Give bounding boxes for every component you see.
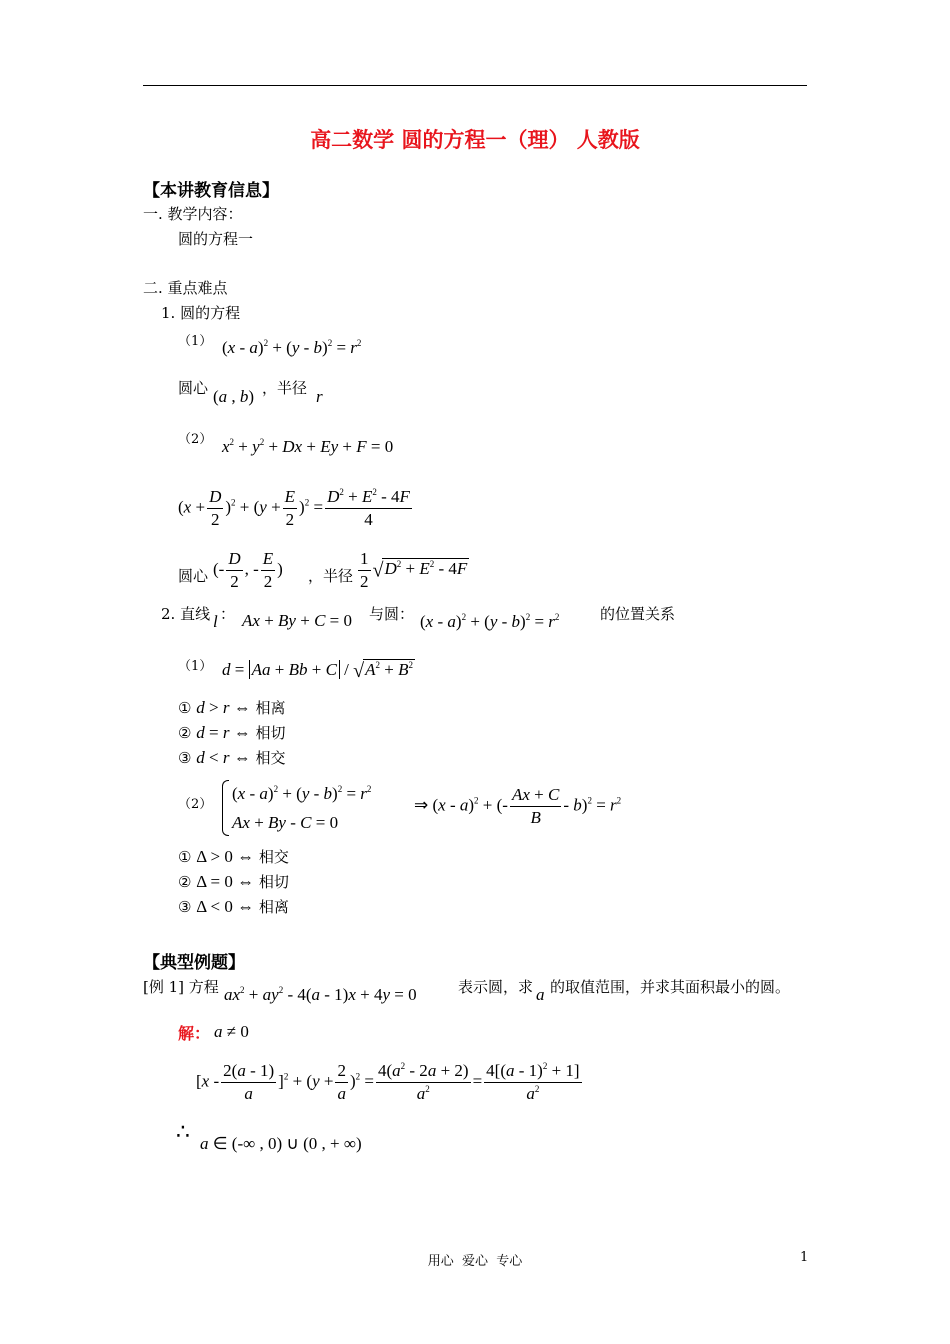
center-label: 圆心 xyxy=(178,379,209,397)
delta-case-2-result: 相切 xyxy=(258,873,289,891)
solution-range: a ∈ (-∞ , 0) ∪ (0 , + ∞) xyxy=(200,1134,362,1153)
header-rule xyxy=(143,85,807,86)
therefore-symbol: ∴ xyxy=(176,1120,190,1145)
equation-general-form: $x^2 + y^2 + Dx + Ey + F = 0$ xyxy=(222,437,394,456)
case-2-result: 相切 xyxy=(255,724,286,742)
delta-case-3 xyxy=(178,896,289,917)
case-1 xyxy=(178,697,286,718)
radius-general-expression: $\frac{1}{2}$ $√D^2 + E^2 - 4F$ xyxy=(360,549,468,591)
distance-formula: $d = Aa + Bb + C / √A^2 + B^2$ xyxy=(222,660,413,682)
delta-case-1-marker: ① xyxy=(178,848,192,866)
system-equation-circle: $(x - a)^2 + (y - b)^2 = r^2$ xyxy=(232,784,372,803)
equation-completed-square: (x + $\frac{D}{2}$ )$^2$ + (y + $\frac{E}{2}$ )$^2$ = $\frac{D^2 + E^2 - 4F}{4}$ xyxy=(178,487,410,529)
case-1-result: 相离 xyxy=(255,699,286,717)
footer-motto: 用心 爱心 专心 xyxy=(427,1254,523,1269)
subsection-line-circle xyxy=(161,603,210,624)
example-label: [例 1] 方程 xyxy=(143,978,219,996)
system-equation-line: Ax + By - C = 0 xyxy=(232,813,339,832)
position-relation-label: 的位置关系 xyxy=(600,605,676,623)
solution-completed-square: [x - $\frac{2(a - 1)}{a}$ ]$^2$ + (y + $\frac{2}{a}$ )$^2$ = $\frac{4(a^2 - 2a + 2)}{a^2}$ = $\frac{4[(a - 1)^2 + 1]}{a^2}$ xyxy=(196,1061,580,1103)
delta-case-2-formula: Δ = 0 ⇔ xyxy=(196,872,255,891)
page-number: 1 xyxy=(800,1250,809,1265)
item-tag-1: （1） xyxy=(178,334,213,349)
circle-equation-ref: $(x - a)^2 + (y - b)^2 = r^2$ xyxy=(420,612,560,631)
case-1-formula: d > r ⇔ xyxy=(196,698,251,717)
equation-standard-form: $(x - a)^2 + (y - b)^2 = r^2$ xyxy=(222,338,362,357)
example-variable: a xyxy=(536,985,545,1004)
delta-case-2-marker: ② xyxy=(178,873,192,891)
delta-case-1 xyxy=(178,846,289,867)
case-2-formula: d = r ⇔ xyxy=(196,723,251,742)
example-mid: 表示圆，求 xyxy=(458,978,534,996)
system-brace xyxy=(222,780,229,836)
line-equation: Ax + By + C = 0 xyxy=(242,611,352,630)
case-1-marker: ① xyxy=(178,699,192,717)
radius-expression: r xyxy=(316,387,323,406)
case-2-marker: ② xyxy=(178,724,192,742)
content-label: 一. 教学内容： xyxy=(143,205,243,223)
center-radius-expression: (- $\frac{D}{2}$ , - $\frac{E}{2}$ ) xyxy=(213,549,283,591)
delta-case-3-formula: Δ < 0 ⇔ xyxy=(196,897,255,916)
rel-tag-2: （2） xyxy=(178,797,213,812)
page-title: 高二数学 圆的方程一（理） 人教版 xyxy=(310,128,640,152)
line-colon: ： xyxy=(220,605,236,623)
rel-tag-1: （1） xyxy=(178,659,213,674)
delta-case-3-result: 相离 xyxy=(258,898,289,916)
example-equation: $ax^2 + ay^2 - 4(a - 1)x + 4y = 0$ xyxy=(224,985,417,1004)
item-tag-2: （2） xyxy=(178,432,213,447)
case-2 xyxy=(178,722,286,743)
section-heading-info: 【本讲教育信息】 xyxy=(143,181,279,201)
case-3-formula: d < r ⇔ xyxy=(196,748,251,767)
and-circle-label: 与圆： xyxy=(369,605,415,623)
solution-label: 解： xyxy=(178,1024,211,1043)
section-heading-examples: 【典型例题】 xyxy=(143,953,245,973)
delta-case-3-marker: ③ xyxy=(178,898,192,916)
solution-condition: a ≠ 0 xyxy=(214,1022,249,1041)
case-3-marker: ③ xyxy=(178,749,192,767)
center-expression: (a , b) xyxy=(213,387,255,406)
line-symbol: l xyxy=(213,612,218,631)
case-3 xyxy=(178,747,286,768)
delta-case-1-result: 相交 xyxy=(258,848,289,866)
delta-case-2 xyxy=(178,871,289,892)
subsection-line-prefix: 2. 直线 xyxy=(161,605,211,623)
example-tail: 的取值范围，并求其面积最小的圆。 xyxy=(550,978,791,996)
case-3-result: 相交 xyxy=(255,749,286,767)
key-points-label: 二. 重点难点 xyxy=(143,279,228,297)
delta-case-1-formula: Δ > 0 ⇔ xyxy=(196,847,255,866)
system-substitution: ⇒ (x - a)$^2$ + (- $\frac{Ax + C}{B}$ - $b)^2 = r^2$ xyxy=(414,785,622,827)
radius-label: ，半径 xyxy=(262,379,308,397)
radius-label-2: ，半径 xyxy=(308,567,354,585)
subsection-circle-equation: 1. 圆的方程 xyxy=(161,304,241,322)
content-value: 圆的方程一 xyxy=(178,230,254,248)
center-label-2: 圆心 xyxy=(178,567,209,585)
